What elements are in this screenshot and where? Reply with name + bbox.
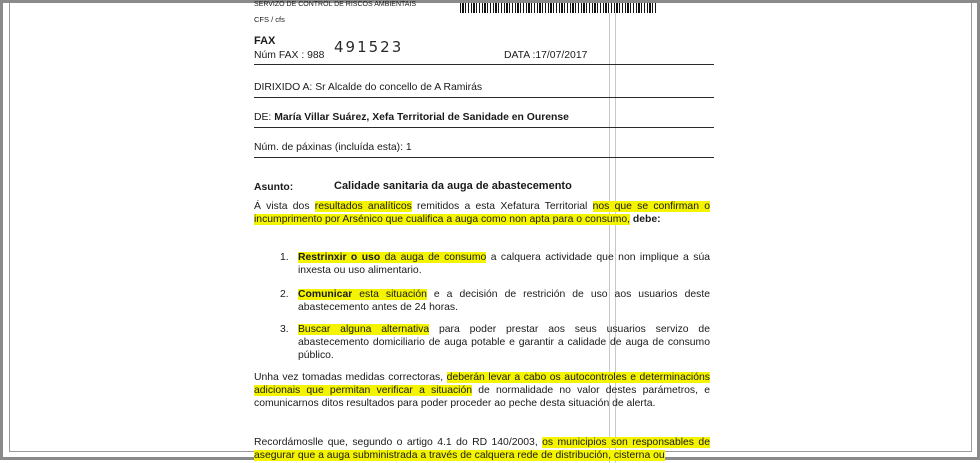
subject-label: Asunto: xyxy=(254,182,294,193)
service-header: SERVIZO DE CONTROL DE RISCOS AMBIENTAIS xyxy=(254,1,417,8)
text-run: de normalidade no valor destes parámetros, e comunicarnos ditos resultados para poder proceder ao peche desta situación de alerta. xyxy=(254,385,710,409)
fax-number-handwritten: 491523 xyxy=(334,38,404,56)
list-item xyxy=(298,323,710,362)
reminder-paragraph xyxy=(254,436,710,462)
divider xyxy=(254,127,714,128)
divider xyxy=(254,97,714,98)
highlighted-text: nos que se confirman o xyxy=(592,201,710,212)
text-run: para poder prestar aos seus usuarios servizo de abastecemento domiciliario de auga potable e garantir a calidade de auga de consumo público. xyxy=(298,324,710,361)
highlighted-text: deberán levar a cabo os autocontroles e determinacións adicionais que permitan verificar a situación xyxy=(254,372,710,396)
reference-code: CFS / cfs xyxy=(254,15,285,24)
fax-date: DATA :17/07/2017 xyxy=(504,50,588,61)
text-run: debe: xyxy=(630,214,661,225)
list-item-number: 3. xyxy=(280,324,289,335)
highlighted-text: Buscar alguna alternativa xyxy=(298,324,430,335)
highlighted-text: os municipios son responsables de asegurar que a auga subministrada a través de calquera rede de distribución, cisterna ou xyxy=(254,437,710,461)
list-item-number: 1. xyxy=(280,252,289,263)
highlighted-text: incumprimento por Arsénico que cualifica a auga como non apta para o consumo, xyxy=(254,214,631,225)
sender-name: María Villar Suárez, Xefa Territorial de Sanidade en Ourense xyxy=(274,112,569,123)
highlighted-text: da auga de consumo xyxy=(380,252,487,263)
text-run: Á vista dos xyxy=(254,201,315,212)
list-item xyxy=(298,288,710,314)
intro-paragraph xyxy=(254,200,710,226)
divider xyxy=(254,157,714,158)
fax-title: FAX xyxy=(254,35,276,47)
sender-prefix: DE: xyxy=(254,112,275,123)
text-run: e a decisión de restrición de uso aos usuarios deste abastecemento antes de 24 horas. xyxy=(298,289,710,313)
barcode xyxy=(460,3,656,13)
highlighted-text: Comunicar xyxy=(298,289,353,300)
divider xyxy=(254,64,714,65)
subject-text: Calidade sanitaria da auga de abastecemento xyxy=(334,180,572,192)
recipient-field: DIRIXIDO A: Sr Alcalde do concello de A Ramirás xyxy=(254,82,483,93)
sender-field xyxy=(254,111,569,124)
highlighted-text: Restrinxir o uso xyxy=(298,252,381,263)
text-run: a calquera actividade que non implique a súa inxesta ou uso alimentario. xyxy=(298,252,710,276)
document-page-area xyxy=(9,1,972,461)
highlighted-text: resultados analíticos xyxy=(314,201,412,212)
corrective-measures-paragraph xyxy=(254,371,710,410)
fax-number-label: Núm FAX : 988 xyxy=(254,50,325,61)
list-item xyxy=(298,251,710,277)
text-run: Recordámoslle que, segundo o artigo 4.1 do RD 140/2003, xyxy=(254,437,543,448)
fax-document xyxy=(252,3,722,463)
list-item-number: 2. xyxy=(280,289,289,300)
text-run: remitidos a esta Xefatura Territorial xyxy=(411,201,593,212)
page-count-field: Núm. de páxinas (incluída esta): 1 xyxy=(254,142,412,153)
text-run: Unha vez tomadas medidas correctoras, xyxy=(254,372,447,383)
highlighted-text: esta situación xyxy=(352,289,427,300)
